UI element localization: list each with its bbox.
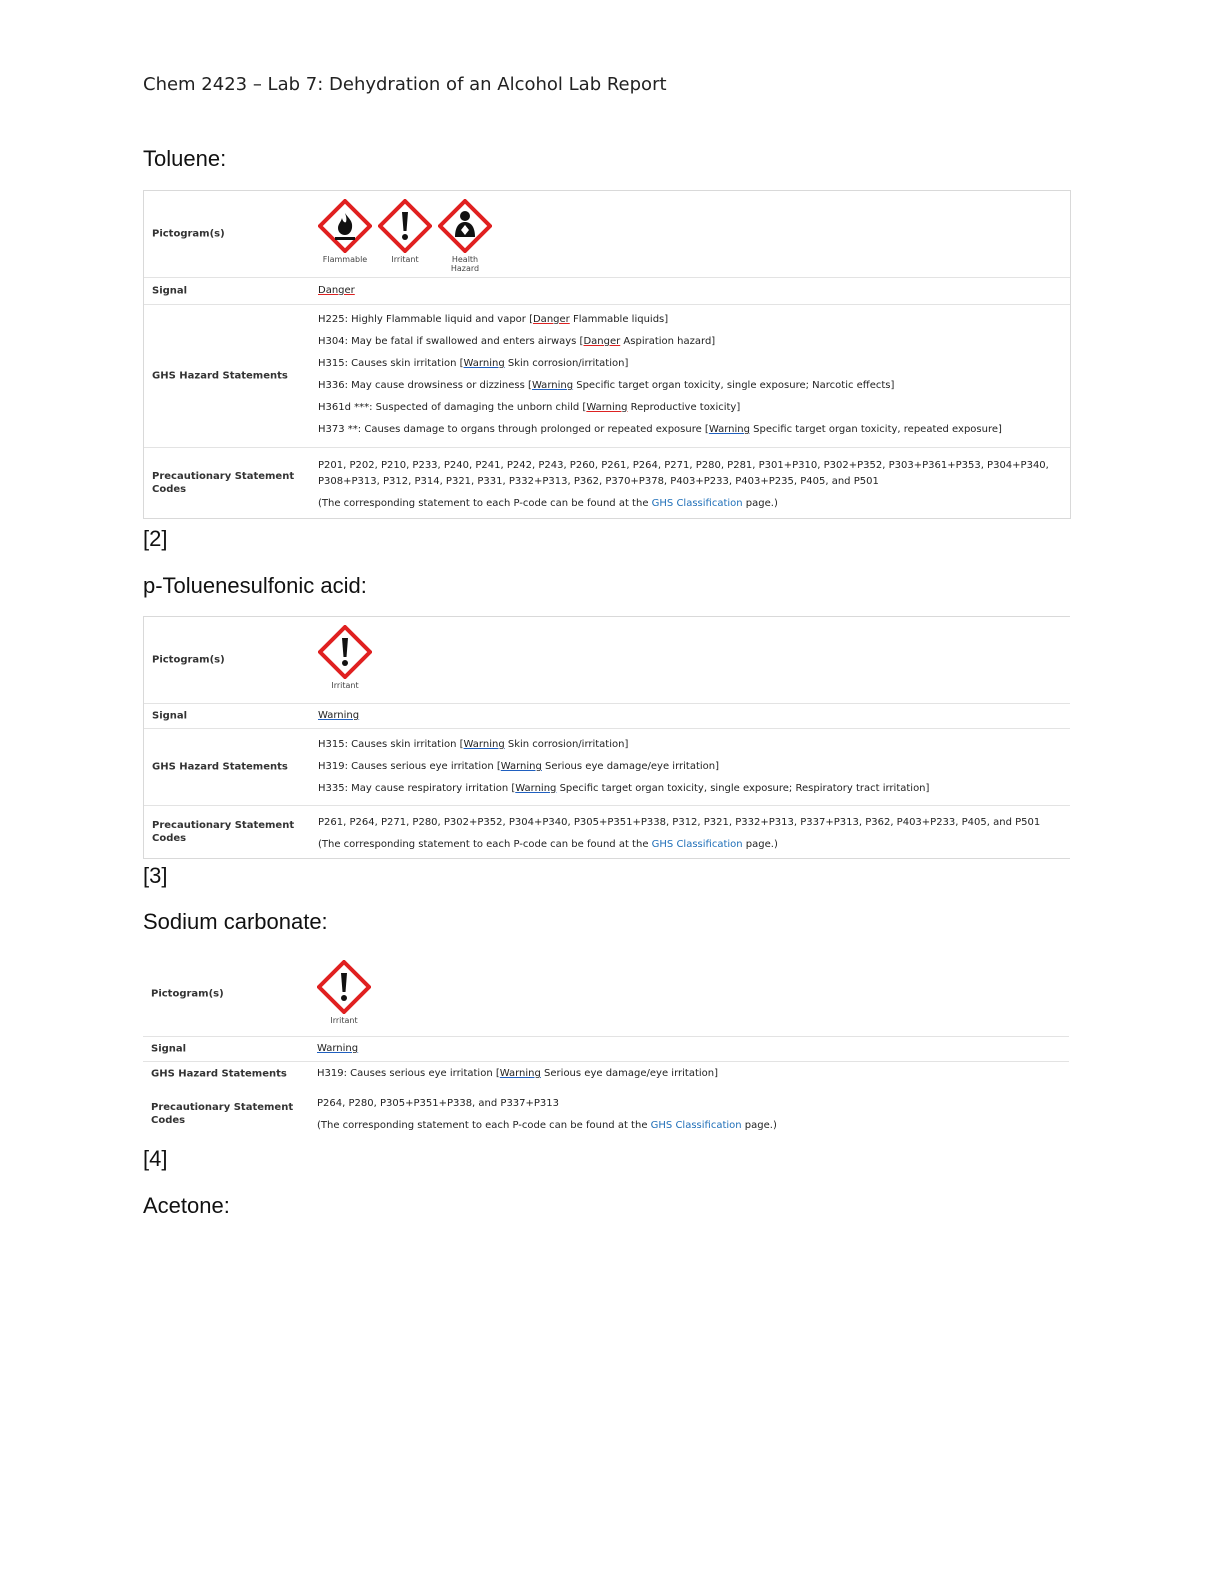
- hazard-row: [144, 729, 1070, 806]
- precaution-codes: P264, P280, P305+P351+P338, and P337+P313: [317, 1098, 560, 1109]
- pictogram-flammable: [318, 199, 372, 273]
- hazard-statement: H361d ***: Suspected of damaging the unborn child [Warning Reproductive toxicity]: [318, 402, 741, 413]
- ghs-classification-link[interactable]: GHS Classification: [651, 498, 743, 509]
- precaution-content: [318, 458, 1060, 512]
- ghs-table-sodium-carbonate: [143, 952, 1069, 1142]
- ghs-table-toluene: [143, 190, 1071, 519]
- hazard-statement: H225: Highly Flammable liquid and vapor [Danger Flammable liquids]: [318, 314, 669, 325]
- ghs-classification-link[interactable]: GHS Classification: [651, 839, 743, 850]
- pictogram-list: [317, 960, 1059, 1025]
- pictogram-label: Pictogram(s): [151, 988, 224, 1000]
- precaution-note: (The corresponding statement to each P-code can be found at the GHS Classification page.): [318, 498, 778, 509]
- pictogram-list: [318, 199, 1060, 273]
- exclamation-icon: [378, 199, 432, 253]
- precaution-label: Precautionary Statement Codes: [152, 820, 295, 844]
- hazard-statement: H304: May be fatal if swallowed and enters airways [Danger Aspiration hazard]: [318, 336, 716, 347]
- section-title-sodium-carbonate: Sodium carbonate:: [143, 909, 328, 934]
- hazard-statement: H315: Causes skin irritation [Warning Skin corrosion/irritation]: [318, 739, 629, 750]
- pictogram-caption: Irritant: [391, 255, 419, 264]
- pictogram-caption: Health Hazard: [450, 255, 480, 273]
- signal-label: Signal: [152, 285, 188, 297]
- pictogram-row: [144, 617, 1070, 704]
- signal-row: [144, 278, 1070, 305]
- signal-row: [144, 704, 1070, 729]
- precaution-row: [144, 806, 1070, 859]
- precaution-note: (The corresponding statement to each P-code can be found at the GHS Classification page.): [318, 839, 778, 850]
- hazard-label: GHS Hazard Statements: [152, 761, 288, 773]
- hazard-label: GHS Hazard Statements: [151, 1068, 287, 1080]
- signal-word[interactable]: Danger: [318, 285, 355, 296]
- hazard-statement: H335: May cause respiratory irritation [Warning Specific target organ toxicity, single exposure; Respiratory tract irritation]: [318, 783, 930, 794]
- hazard-statement: H319: Causes serious eye irritation [Warning Serious eye damage/eye irritation]: [318, 761, 720, 772]
- pictogram-list: [318, 625, 1060, 690]
- section-title-acetone: Acetone:: [143, 1193, 230, 1218]
- signal-label: Signal: [152, 710, 188, 722]
- page-header: Chem 2423 – Lab 7: Dehydration of an Alcohol Lab Report: [143, 74, 667, 95]
- precaution-label: Precautionary Statement Codes: [152, 471, 295, 495]
- precaution-label: Precautionary Statement Codes: [151, 1102, 294, 1126]
- pictogram-row: [143, 952, 1069, 1037]
- hazard-statement: H373 **: Causes damage to organs through prolonged or repeated exposure [Warning Specific target organ toxicity, repeated exposure]: [318, 424, 1002, 435]
- precaution-codes: P201, P202, P210, P233, P240, P241, P242, P243, P260, P261, P264, P271, P280, P281, P301+P310, P302+P352, P303+P361+P353, P304+P340, P308+P313, P312, P314, P321, P331, P332+P313, P362, P370+P378, P403+P233, P403+P235, P405, and P501: [318, 460, 1049, 487]
- ghs-classification-link[interactable]: GHS Classification: [650, 1120, 742, 1131]
- hazard-statement: H315: Causes skin irritation [Warning Skin corrosion/irritation]: [318, 358, 629, 369]
- reference-2: [2]: [143, 526, 168, 551]
- hazard-row: [143, 1062, 1069, 1086]
- ghs-table-ptsa: [143, 616, 1070, 859]
- hazard-statement: H336: May cause drowsiness or dizziness [Warning Specific target organ toxicity, single exposure; Narcotic effects]: [318, 380, 895, 391]
- pictogram-irritant: [318, 625, 372, 690]
- hazard-row: [144, 305, 1070, 448]
- health-hazard-icon: [438, 199, 492, 253]
- pictogram-row: [144, 191, 1070, 278]
- precaution-codes: P261, P264, P271, P280, P302+P352, P304+P340, P305+P351+P338, P312, P321, P332+P313, P337+P313, P362, P403+P233, P405, and P501: [318, 817, 1041, 828]
- pictogram-irritant: [378, 199, 432, 273]
- hazard-label: GHS Hazard Statements: [152, 370, 288, 382]
- section-title-toluene: Toluene:: [143, 146, 227, 171]
- exclamation-icon: [317, 960, 371, 1014]
- pictogram-label: Pictogram(s): [152, 228, 225, 240]
- exclamation-icon: [318, 625, 372, 679]
- precaution-content: [317, 1096, 1059, 1134]
- signal-word[interactable]: Warning: [317, 1043, 359, 1054]
- pictogram-caption: Flammable: [322, 255, 368, 264]
- precaution-note: (The corresponding statement to each P-code can be found at the GHS Classification page.): [317, 1120, 777, 1131]
- hazard-list: [318, 309, 1060, 441]
- section-title-ptsa: p-Toluenesulfonic acid:: [143, 573, 367, 598]
- reference-3: [3]: [143, 863, 168, 888]
- precaution-row: [143, 1086, 1069, 1142]
- flame-icon: [318, 199, 372, 253]
- pictogram-irritant: [317, 960, 371, 1025]
- signal-word[interactable]: Warning: [318, 710, 360, 721]
- pictogram-health-hazard: [438, 199, 492, 273]
- pictogram-label: Pictogram(s): [152, 654, 225, 666]
- pictogram-caption: Irritant: [331, 681, 359, 690]
- signal-label: Signal: [151, 1043, 187, 1055]
- reference-4: [4]: [143, 1146, 168, 1171]
- precaution-row: [144, 448, 1070, 518]
- hazard-statement: H319: Causes serious eye irritation [Warning Serious eye damage/eye irritation]: [317, 1068, 719, 1079]
- pictogram-caption: Irritant: [330, 1016, 358, 1025]
- hazard-list: [318, 734, 1060, 800]
- signal-row: [143, 1037, 1069, 1062]
- precaution-content: [318, 815, 1060, 853]
